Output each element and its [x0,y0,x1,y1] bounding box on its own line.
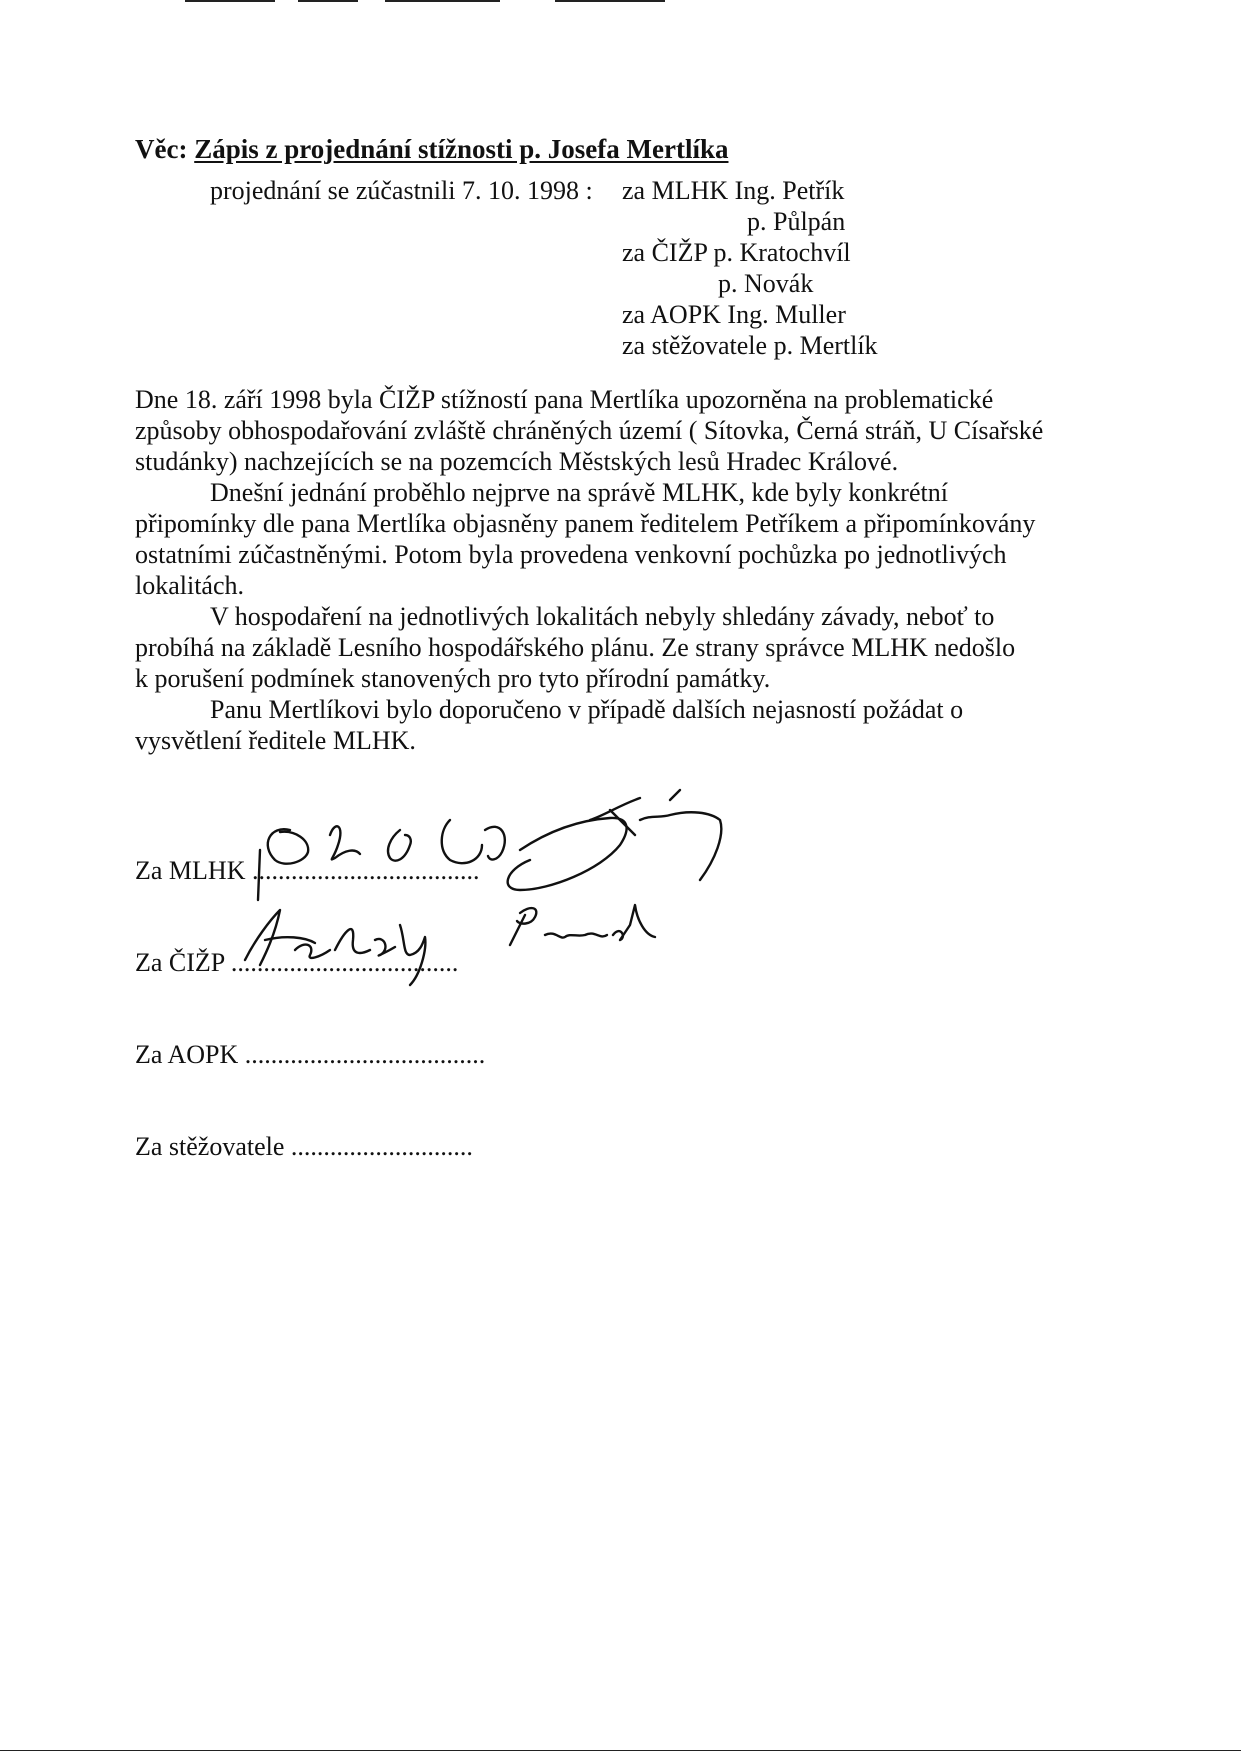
participant-line: za stěžovatele p. Mertlík [622,331,878,360]
paragraph-line: probíhá na základě Lesního hospodářského plánu. Ze strany správce MLHK nedošlo [135,633,1016,662]
subject-label: Věc: [135,134,188,164]
handwritten-signature-cizp [235,895,715,1005]
paragraph-line: vysvětlení ředitele MLHK. [135,726,416,755]
signature-dots: ............................ [290,1132,473,1161]
scan-edge-top-3 [385,0,500,2]
paragraph-line: Dne 18. září 1998 byla ČIŽP stížností pana Mertlíka upozorněna na problematické [135,385,994,414]
participant-line: za MLHK Ing. Petřík [622,176,845,205]
subject-line [135,134,728,165]
signature-row-aopk [135,1039,485,1070]
paragraph-line: způsoby obhospodařování zvláště chráněných území ( Sítovka, Černá stráň, U Císařské [135,416,1044,445]
paragraph-line: připomínky dle pana Mertlíka objasněny panem ředitelem Petříkem a připomínkovány [135,509,1036,538]
paragraph-line: studánky) nachzejících se na pozemcích Městských lesů Hradec Králové. [135,447,899,476]
paragraph-line: k porušení podmínek stanovených pro tyto přírodní památky. [135,664,771,693]
paragraph-line: lokalitách. [135,571,245,600]
participant-line: p. Půlpán [747,207,846,236]
participants-intro: projednání se zúčastnili 7. 10. 1998 : [210,176,593,205]
signature-label: Za AOPK [135,1040,239,1069]
scan-edge-top-2 [298,0,358,2]
paragraph-line: V hospodaření na jednotlivých lokalitách nebyly shledány závady, neboť to [210,602,995,631]
scan-edge-bottom [0,1750,1241,1751]
scan-edge-top-1 [185,0,275,2]
participant-line: p. Novák [718,269,814,298]
paragraph-line: Panu Mertlíkovi bylo doporučeno v případě dalších nejasností požádat o [210,695,964,724]
participant-line: za AOPK Ing. Muller [622,300,846,329]
signature-label: Za ČIŽP [135,948,225,977]
signature-dots: ................................... [230,948,459,977]
subject-title: Zápis z projednání stížnosti p. Josefa Mertlíka [194,134,729,164]
scan-edge-top-4 [555,0,665,2]
participant-line: za ČIŽP p. Kratochvíl [622,238,851,267]
paragraph-line: Dnešní jednání proběhlo nejprve na správě MLHK, kde byly konkrétní [210,478,948,507]
signature-label: Za stěžovatele [135,1132,285,1161]
paragraph-line: ostatními zúčastněnými. Potom byla provedena venkovní pochůzka po jednotlivých [135,540,1007,569]
signature-label: Za MLHK [135,856,246,885]
signature-row-complainant [135,1131,473,1162]
signature-dots: ................................... [251,856,480,885]
signature-dots: ..................................... [244,1040,486,1069]
body-text [135,384,1095,756]
